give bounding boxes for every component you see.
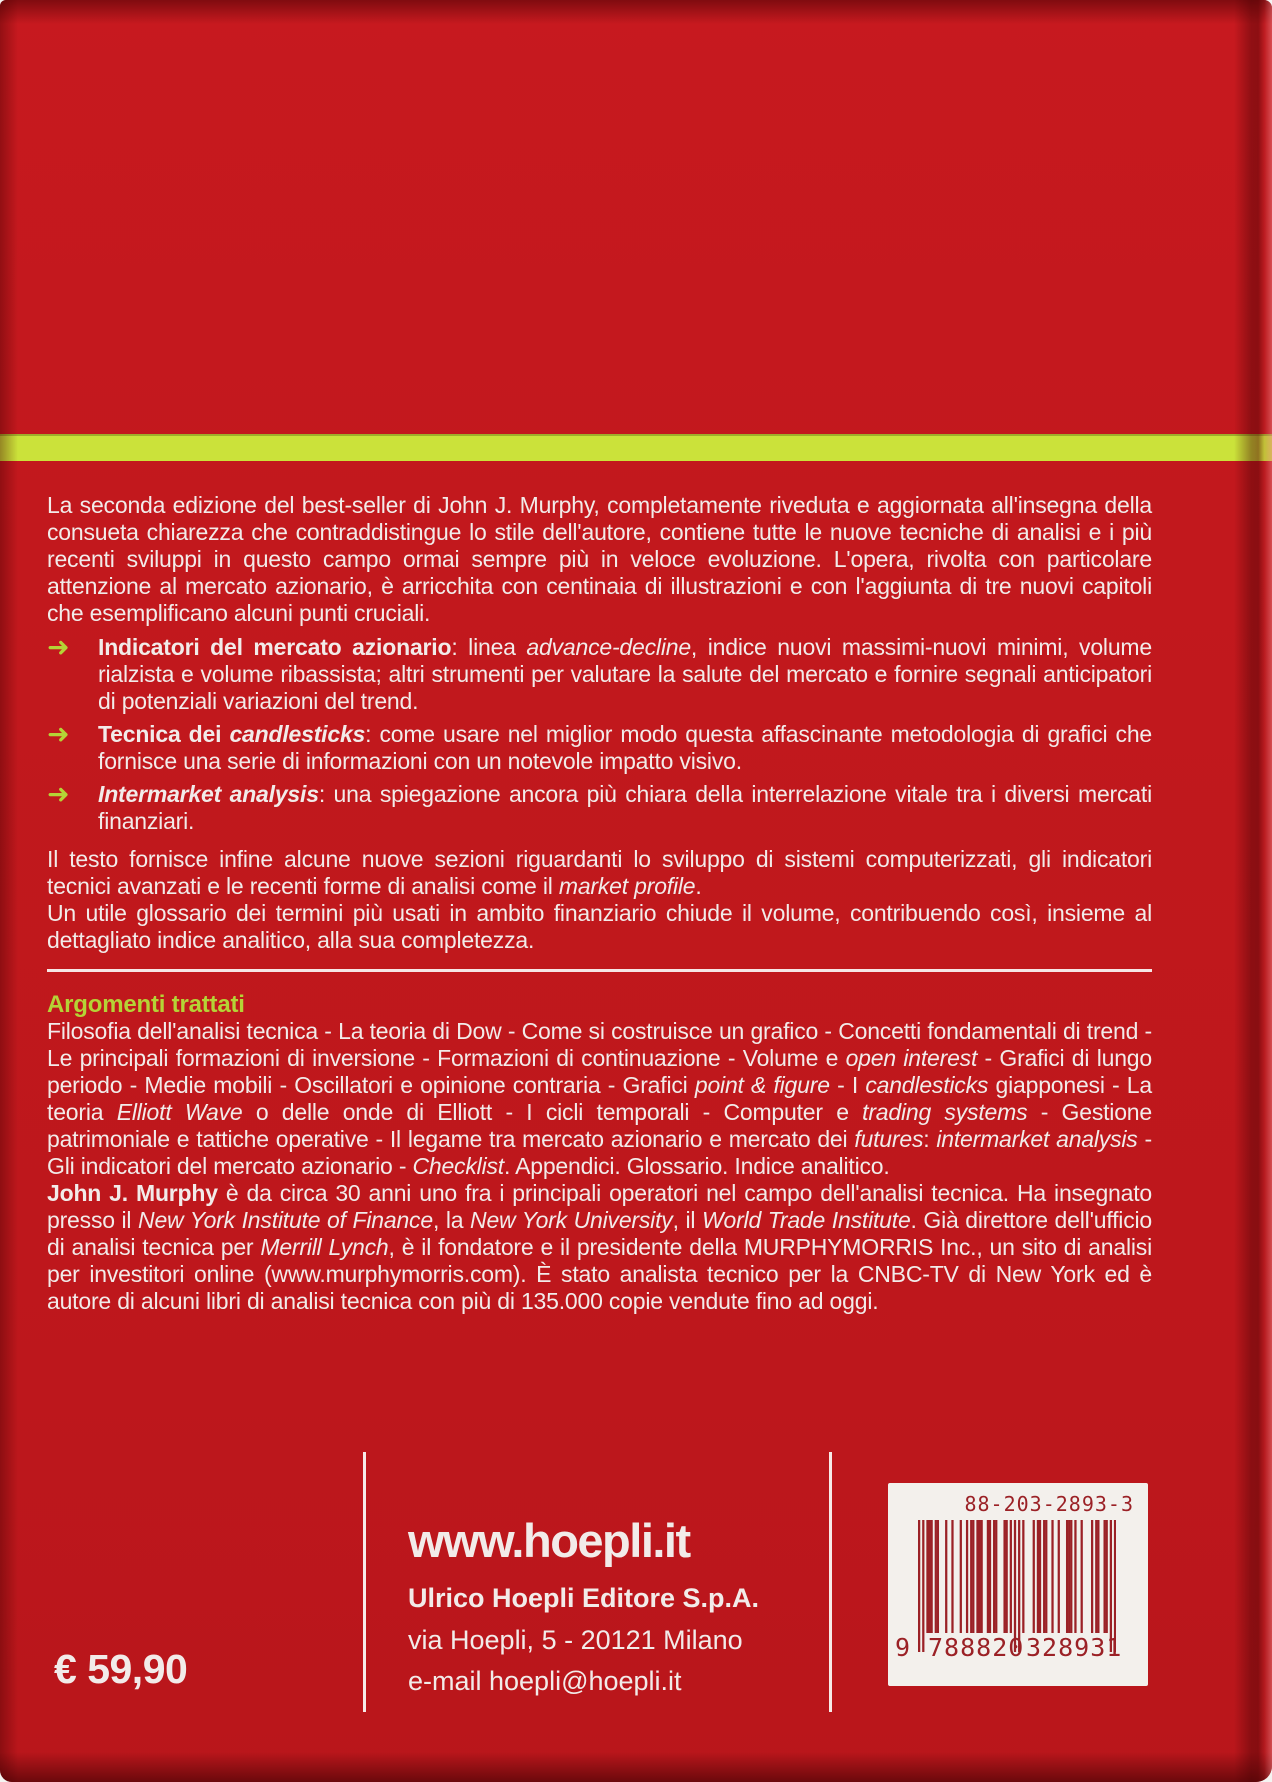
publisher-name: Ulrico Hoepli Editore S.p.A.	[408, 1583, 760, 1613]
book-edge-bottom	[0, 1752, 1272, 1782]
barcode	[888, 1483, 1148, 1686]
topics-paragraph: Filosofia dell'analisi tecnica - La teoria di Dow - Come si costruisce un grafico - Concetti fondamentali di trend - Le principali formazioni di inversione - Formazioni di continuazione - Volume e open interest - Grafici di lungo periodo - Medie mobili - Oscillatori e opinione contraria - Grafici point & figure - I candlesticks giapponesi - La teoria Elliott Wave o delle onde di Elliott - I cicli temporali - Computer e trading systems - Gestione patrimoniale e tattiche operative - Il legame tra mercato azionario e mercato dei futures: intermarket analysis - Gli indicatori del mercato azionario - Checklist. Appendici. Glossario. Indice analitico.	[47, 1018, 1152, 1179]
closing-paragraph-2: Un utile glossario dei termini più usati in ambito finanziario chiude il volume, contribuendo così, insieme al dettagliato indice analitico, alla sua completezza.	[47, 900, 1152, 953]
price-label: € 59,90	[54, 1646, 188, 1692]
publisher-address: via Hoepli, 5 - 20121 Milano	[408, 1625, 743, 1655]
bullet-text: Intermarket analysis: una spiegazione ancora più chiara della interrelazione vitale tra i diversi mercati finanziari.	[98, 781, 1152, 834]
vertical-divider-left	[363, 1452, 366, 1712]
topics-heading: Argomenti trattati	[47, 991, 245, 1018]
bullet-item-intermarket	[47, 781, 1152, 835]
closing-paragraphs	[47, 846, 1152, 954]
arrow-right-icon: ➜	[47, 779, 70, 809]
bullet-item-candlesticks	[47, 721, 1152, 775]
green-stripe	[0, 434, 1272, 461]
bullet-item-market-indicators	[47, 634, 1152, 715]
divider-line	[47, 969, 1152, 972]
ean-right-group: 328931	[1026, 1633, 1123, 1662]
book-edge-left	[0, 0, 18, 1782]
book-edge-right	[1234, 0, 1272, 1782]
publisher-website: www.hoepli.it	[408, 1514, 690, 1567]
ean-left-group: 788820	[928, 1633, 1025, 1662]
publisher-block	[408, 1516, 808, 1696]
book-edge-top	[0, 0, 1272, 24]
arrow-right-icon: ➜	[47, 632, 70, 662]
back-cover-text	[47, 492, 1152, 1315]
arrow-right-icon: ➜	[47, 719, 70, 749]
publisher-email: e-mail hoepli@hoepli.it	[408, 1666, 682, 1696]
intro-paragraph: La seconda edizione del best-seller di John J. Murphy, completamente riveduta e aggiornata all'insegna della consueta chiarezza che contraddistingue lo stile dell'autore, contiene tutte le nuove tecniche di analisi e i più recenti sviluppi in questo campo ormai sempre più in veloce evoluzione. L'opera, rivolta con particolare attenzione al mercato azionario, è arricchita con centinaia di illustrazioni e con l'aggiunta di tre nuovi capitoli che esemplificano alcuni punti cruciali.	[47, 492, 1152, 626]
bullet-list	[47, 634, 1152, 835]
bullet-text: Indicatori del mercato azionario: linea advance-decline, indice nuovi massimi-nuovi minimi, volume rialzista e volume ribassista; altri strumenti per valutare la salute del mercato e fornire segnali anticipatori di potenziali variazioni del trend.	[98, 634, 1152, 714]
author-paragraph: John J. Murphy è da circa 30 anni uno fra i principali operatori nel campo dell'analisi tecnica. Ha insegnato presso il New York Institute of Finance, la New York University, il World Trade Institute. Già direttore dell'ufficio di analisi tecnica per Merrill Lynch, è il fondatore e il presidente della MURPHYMORRIS Inc., un sito di analisi per investitori online (www.murphymorris.com). È stato analista tecnico per la CNBC-TV di New York ed è autore di alcuni libri di analisi tecnica con più di 135.000 copie vendute fino ad oggi.	[47, 1180, 1153, 1314]
barcode-ean-number	[888, 1633, 1148, 1669]
barcode-isbn-number: 88-203-2893-3	[964, 1492, 1134, 1516]
vertical-divider-right	[829, 1452, 832, 1712]
ean-first-digit: 9	[895, 1633, 912, 1662]
closing-paragraph-1: Il testo fornisce infine alcune nuove sezioni riguardanti lo sviluppo di sistemi computerizzati, gli indicatori tecnici avanzati e le recenti forme di analisi come il market profile.	[47, 846, 1152, 899]
bullet-text: Tecnica dei candlesticks: come usare nel miglior modo questa affascinante metodologia di grafici che fornisce una serie di informazioni con un notevole impatto visivo.	[98, 721, 1153, 774]
